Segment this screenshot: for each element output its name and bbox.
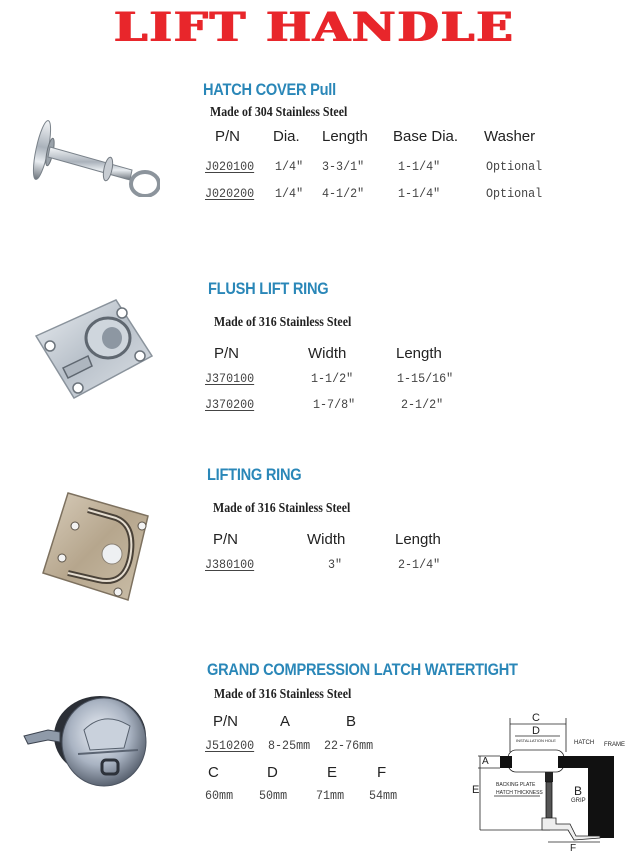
material-note: Made of 304 Stainless Steel <box>210 104 348 119</box>
diagram-label-grip: GRIP <box>571 798 586 804</box>
cell-base-dia: 1-1/4″ <box>398 159 441 174</box>
diagram-label-d: D <box>532 725 540 737</box>
column-header-length: Length <box>396 345 442 362</box>
column-header-pn: P/N <box>213 531 239 548</box>
part-number-link[interactable]: J380100 <box>205 557 255 572</box>
page-title: LIFT HANDLE <box>114 4 515 51</box>
column-header-length: Length <box>322 128 368 145</box>
section-title-lifting-ring: LIFTING RING <box>207 465 302 484</box>
diagram-label-c: C <box>532 712 540 724</box>
material-note: Made of 316 Stainless Steel <box>214 314 352 329</box>
column-header-width: Width <box>308 345 347 362</box>
diagram-label-frame: FRAME <box>604 742 625 748</box>
column-header-pn: P/N <box>214 345 240 362</box>
compression-latch-image <box>20 688 150 798</box>
cell-width: 1-1/2″ <box>311 371 354 386</box>
column-header-a: A <box>280 713 291 730</box>
column-header-d: D <box>267 764 278 781</box>
column-header-c: C <box>208 764 219 781</box>
column-header-e: E <box>327 764 338 781</box>
diagram-label-a: A <box>482 756 489 767</box>
diagram-label-e: E <box>472 784 480 796</box>
cell-length: 1-15/16″ <box>397 371 454 386</box>
part-number-link[interactable]: J020200 <box>205 186 255 201</box>
column-header-width: Width <box>307 531 346 548</box>
part-number-link[interactable]: J510200 <box>205 738 255 753</box>
cell-width: 3″ <box>328 557 343 572</box>
cell-d: 50mm <box>259 788 288 803</box>
cell-c: 60mm <box>205 788 234 803</box>
section-title-flush-lift-ring: FLUSH LIFT RING <box>208 279 329 298</box>
cell-b: 22-76mm <box>324 738 374 753</box>
material-note: Made of 316 Stainless Steel <box>213 500 351 515</box>
diagram-label-hatch-thickness: HATCH THICKNESS <box>496 790 543 796</box>
column-header-dia: Dia. <box>273 128 300 145</box>
lifting-ring-image <box>38 488 153 603</box>
column-header-pn: P/N <box>215 128 241 145</box>
part-number-link[interactable]: J370200 <box>205 397 255 412</box>
cell-dia: 1/4″ <box>275 186 304 201</box>
diagram-label-hatch: HATCH <box>574 740 595 746</box>
section-title-hatch-cover-pull: HATCH COVER Pull <box>203 80 336 99</box>
diagram-label-backing-plate: BACKING PLATE <box>496 782 536 788</box>
cell-washer: Optional <box>486 159 543 174</box>
hatch-cover-pull-image <box>20 112 160 197</box>
cell-f: 54mm <box>369 788 398 803</box>
diagram-label-b: B <box>574 784 583 798</box>
cell-length: 2-1/2″ <box>401 397 444 412</box>
column-header-base-dia: Base Dia. <box>393 128 459 145</box>
material-note: Made of 316 Stainless Steel <box>214 686 352 701</box>
section-title-compression-latch: GRAND COMPRESSION LATCH WATERTIGHT <box>207 660 518 679</box>
part-number-link[interactable]: J370100 <box>205 371 255 386</box>
cell-e: 71mm <box>316 788 345 803</box>
diagram-label-installation-hole: INSTALLATION HOLE <box>516 738 556 743</box>
cell-washer: Optional <box>486 186 543 201</box>
column-header-length: Length <box>395 531 441 548</box>
cell-length: 4-1/2″ <box>322 186 365 201</box>
column-header-f: F <box>377 764 387 781</box>
cell-length: 3-3/1″ <box>322 159 365 174</box>
diagram-label-f: F <box>570 843 577 854</box>
latch-dimension-diagram <box>470 712 629 855</box>
cell-a: 8-25mm <box>268 738 311 753</box>
flush-lift-ring-image <box>28 296 158 406</box>
cell-dia: 1/4″ <box>275 159 304 174</box>
cell-base-dia: 1-1/4″ <box>398 186 441 201</box>
cell-length: 2-1/4″ <box>398 557 441 572</box>
column-header-washer: Washer <box>484 128 536 145</box>
part-number-link[interactable]: J020100 <box>205 159 255 174</box>
column-header-b: B <box>346 713 357 730</box>
column-header-pn: P/N <box>213 713 239 730</box>
cell-width: 1-7/8″ <box>313 397 356 412</box>
